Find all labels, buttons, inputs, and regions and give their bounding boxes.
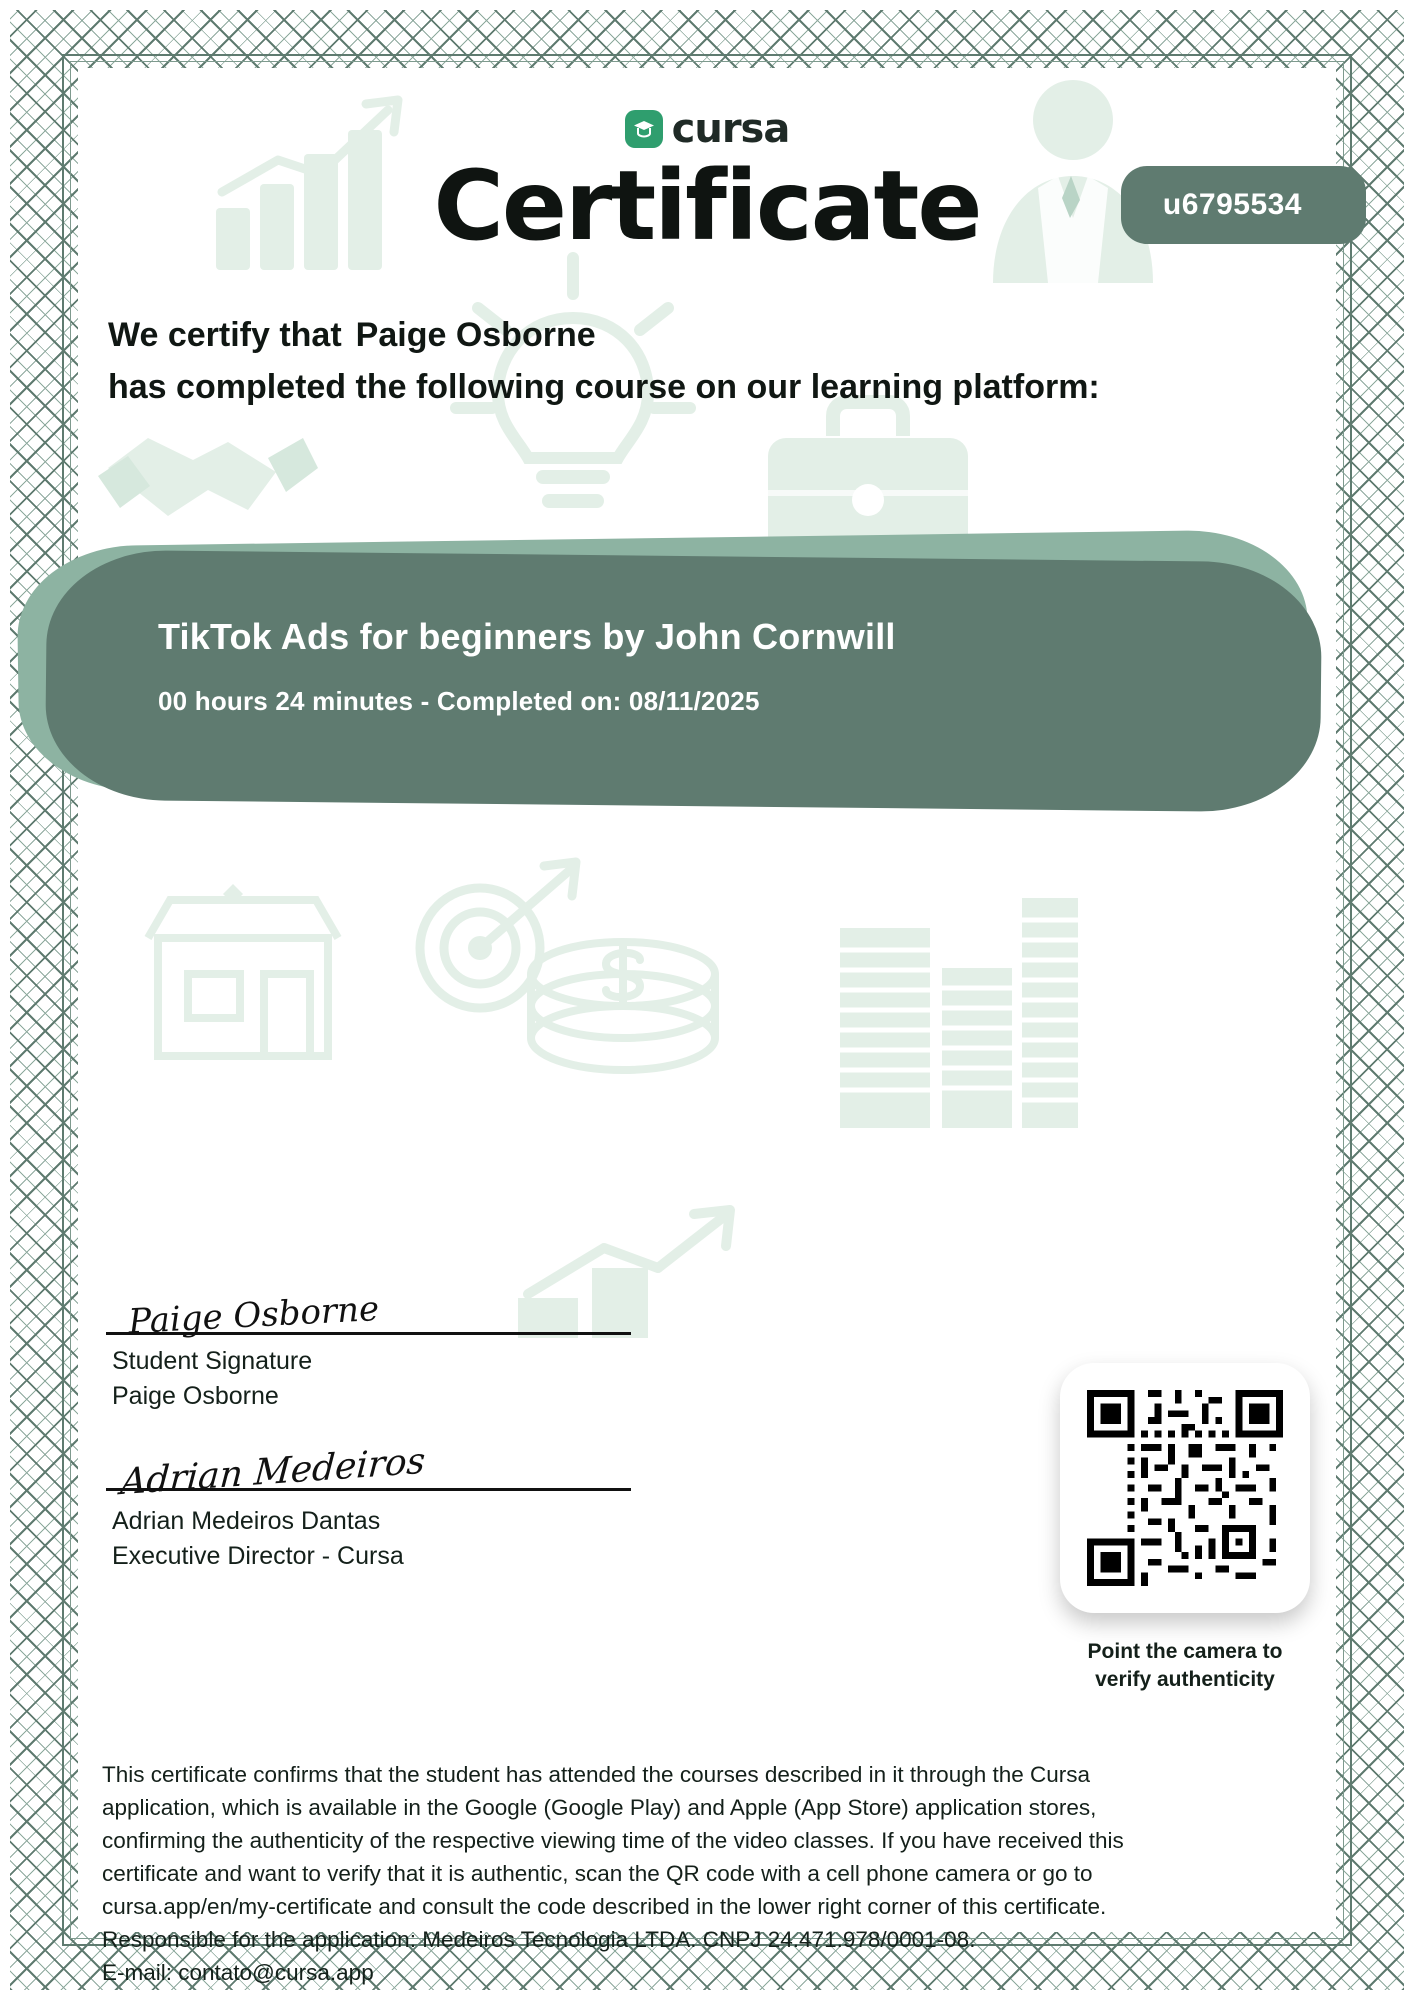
qr-code-card[interactable] [1060, 1363, 1310, 1613]
student-name: Paige Osborne [355, 316, 596, 354]
director-signature-block [106, 1440, 666, 1572]
director-role: Executive Director - Cursa [112, 1541, 404, 1570]
certificate-content [78, 68, 1336, 1986]
disclaimer-line-4: certificate and want to verify that it is authentic, scan the QR code with a cell phone camera or go to [102, 1861, 1093, 1887]
disclaimer-line-3: confirming the authenticity of the respective viewing time of the video classes. If you have received this [102, 1828, 1124, 1854]
qr-caption [1030, 1638, 1340, 1695]
certify-line-1 [108, 313, 1296, 359]
student-signature-block [106, 1288, 666, 1412]
disclaimer-line-5: cursa.app/en/my-certificate and consult the code described in the lower right corner of this certificate. [102, 1894, 1107, 1920]
course-duration-date: 00 hours 24 minutes - Completed on: 08/11/2025 [158, 686, 760, 716]
certify-prefix: We certify that [108, 316, 342, 354]
watermark-buildings-icon [818, 858, 1098, 1138]
qr-code-icon [1087, 1390, 1283, 1586]
course-banner [8, 538, 1356, 808]
watermark-shop-icon [138, 878, 348, 1068]
certify-block [108, 313, 1296, 411]
watermark-target-icon [398, 858, 588, 1028]
disclaimer-text [102, 1758, 1326, 1989]
course-banner-text [158, 616, 896, 717]
watermark-handshake-icon [98, 398, 318, 548]
certificate-code-badge: u6795534 [1121, 166, 1366, 244]
course-name: TikTok Ads for beginners by John Cornwill [158, 616, 896, 657]
qr-caption-line-2: verify authenticity [1095, 1668, 1275, 1692]
disclaimer-line-6: Responsible for the application: Medeiros Tecnologia LTDA. CNPJ 24.471.978/0001-08. [102, 1927, 976, 1953]
brand-logo [78, 106, 1336, 152]
page-title: Certificate [433, 150, 981, 262]
disclaimer-line-7: E-mail: contato@cursa.app [102, 1960, 374, 1986]
disclaimer-line-1: This certificate confirms that the student has attended the courses described in it through the Cursa [102, 1762, 1091, 1787]
student-signature-name: Paige Osborne [112, 1381, 279, 1410]
director-name: Adrian Medeiros Dantas [112, 1507, 381, 1535]
disclaimer-line-2: application, which is available in the Google (Google Play) and Apple (App Store) application stores, [102, 1795, 1097, 1821]
watermark-coins-icon [518, 928, 768, 1118]
graduation-cap-icon [625, 110, 663, 148]
student-signature-script: Paige Osborne [127, 1288, 381, 1343]
qr-caption-line-1: Point the camera to [1087, 1640, 1283, 1663]
student-signature-role: Student Signature [112, 1347, 313, 1375]
director-signature-script: Adrian Medeiros [119, 1440, 427, 1504]
brand-logo-text: cursa [671, 106, 790, 152]
certify-line-2: has completed the following course on our learning platform: [108, 367, 1100, 406]
